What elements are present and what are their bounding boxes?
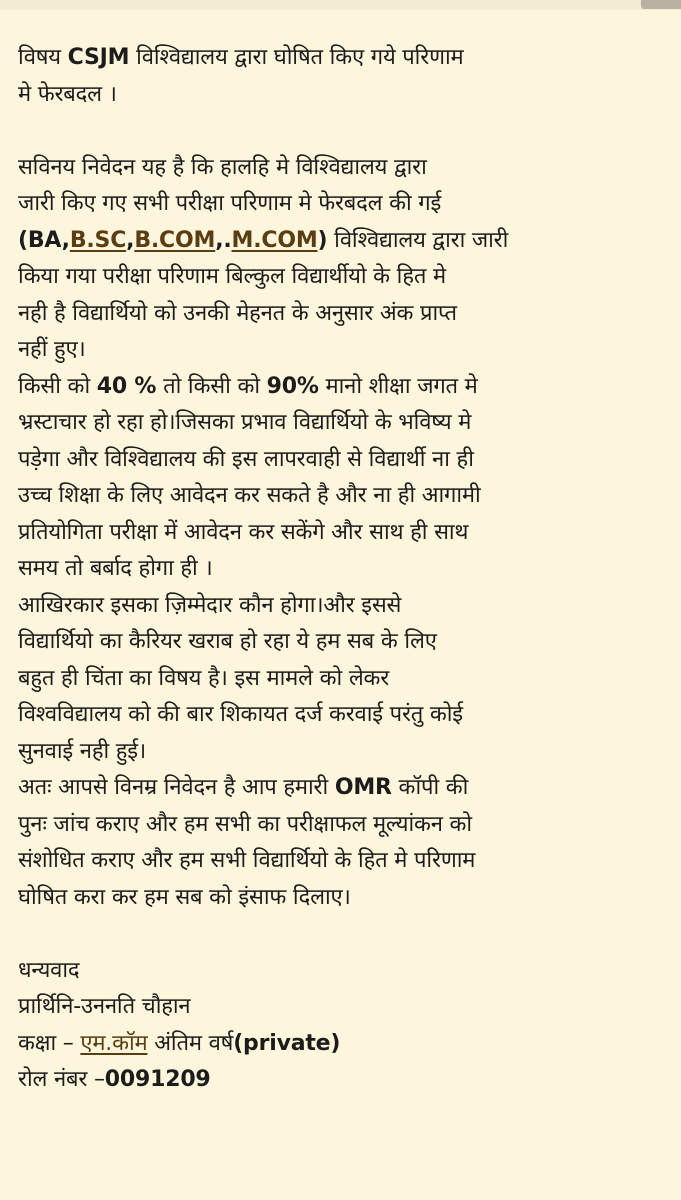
courses-line [18, 223, 668, 260]
body-text: मानो शीक्षा जगत मे [318, 373, 478, 399]
subject-text: विश्विद्यालय द्वारा घोषित किए गये परिणाम [129, 45, 464, 70]
body-line: विश्वविद्यालय को की बार शिकायत दर्ज करवाई परंतु कोई [18, 702, 463, 727]
letter-body [18, 40, 668, 1099]
comma: , [126, 227, 135, 253]
body-line: जारी किए गए सभी परीक्षा परिणाम मे फेरबदल की गई [18, 191, 442, 216]
body-line: संशोधित कराए और हम सभी विद्यार्थियो के हित मे परिणाम [18, 848, 476, 873]
body-line: नही है विद्यार्थियो को उनकी मेहनत के अनुसार अंक प्राप्त [18, 300, 457, 326]
subject-line-2: मे फेरबदल । [18, 81, 117, 107]
roll-line [18, 1062, 668, 1099]
subject-line-1 [18, 40, 668, 77]
body-line: समय तो बर्बाद होगा ही । [18, 556, 213, 581]
body-line: सुनवाई नही हुई। [18, 738, 147, 764]
top-status-strip [0, 0, 681, 10]
body-line: किया गया परीक्षा परिणाम बिल्कुल विद्यार्थीयो के हित मे [18, 264, 446, 289]
subject-label: विषय [18, 45, 68, 70]
pct-high: 90% [266, 373, 319, 399]
body-text: तो किसी को [156, 373, 267, 399]
body-text: विश्विद्यालय द्वारा जारी [327, 227, 509, 253]
body-line: पड़ेगा और विश्विद्यालय की इस लापरवाही से विद्यार्थी ना ही [18, 446, 474, 472]
body-line: पुनः जांच कराए और हम सभी का परीक्षाफल मूल्यांकन को [18, 811, 472, 837]
body-line: बहुत ही चिंता का विषय है। इस मामले को लेकर [18, 665, 390, 691]
body-line: विद्यार्थियो का कैरियर खराब हो रहा ये हम सब के लिए [18, 629, 437, 654]
body-text: किसी को [18, 373, 97, 399]
spacer [18, 113, 668, 150]
course-bsc-link[interactable]: B.SC [69, 227, 127, 253]
course-mcom-link[interactable]: M.COM [231, 227, 318, 253]
courses-open: (BA, [18, 227, 70, 253]
spacer [18, 916, 668, 953]
body-line: सविनय निवेदन यह है कि हालहि मे विश्विद्यालय द्वारा [18, 154, 427, 180]
course-bcom-link[interactable]: B.COM [134, 227, 216, 253]
body-line: प्रतियोगिता परीक्षा में आवेदन कर सकेंगे और साथ ही साथ [18, 519, 469, 545]
scroll-indicator[interactable] [641, 0, 681, 9]
class-line [18, 1026, 668, 1063]
body-line: भ्रस्टाचार हो रहा हो।जिसका प्रभाव विद्यार्थियो के भविष्य मे [18, 410, 472, 435]
body-line: उच्च शिक्षा के लिए आवेदन कर सकते है और ना ही आगामी [18, 483, 481, 508]
comma: ,. [215, 227, 232, 253]
class-paren: (private) [233, 1030, 341, 1056]
percent-line [18, 369, 668, 406]
body-line: आखिरकार इसका ज़िम्मेदार कौन होगा।और इससे [18, 592, 402, 618]
roll-label: रोल नंबर – [18, 1067, 105, 1092]
pct-low: 40 % [96, 373, 157, 399]
class-rest: अंतिम वर्ष [147, 1030, 234, 1056]
class-label: कक्षा – [18, 1030, 81, 1056]
applicant-line: प्रार्थिनि-उननति चौहान [18, 994, 191, 1019]
omr-line [18, 770, 668, 807]
body-line: घोषित करा कर हम सब को इंसाफ दिलाए। [18, 884, 351, 910]
roll-number: 0091209 [104, 1067, 211, 1092]
thanks-line: धन्यवाद [18, 957, 80, 983]
body-text: अतः आपसे विनम्र निवेदन है आप हमारी [18, 775, 335, 800]
body-text: कॉपी की [391, 775, 469, 800]
subject-brand: CSJM [67, 45, 130, 70]
class-link[interactable]: एम.कॉम [80, 1030, 148, 1056]
courses-close: ) [317, 227, 328, 253]
omr-text: OMR [334, 775, 392, 800]
body-line: नहीं हुए। [18, 337, 86, 362]
